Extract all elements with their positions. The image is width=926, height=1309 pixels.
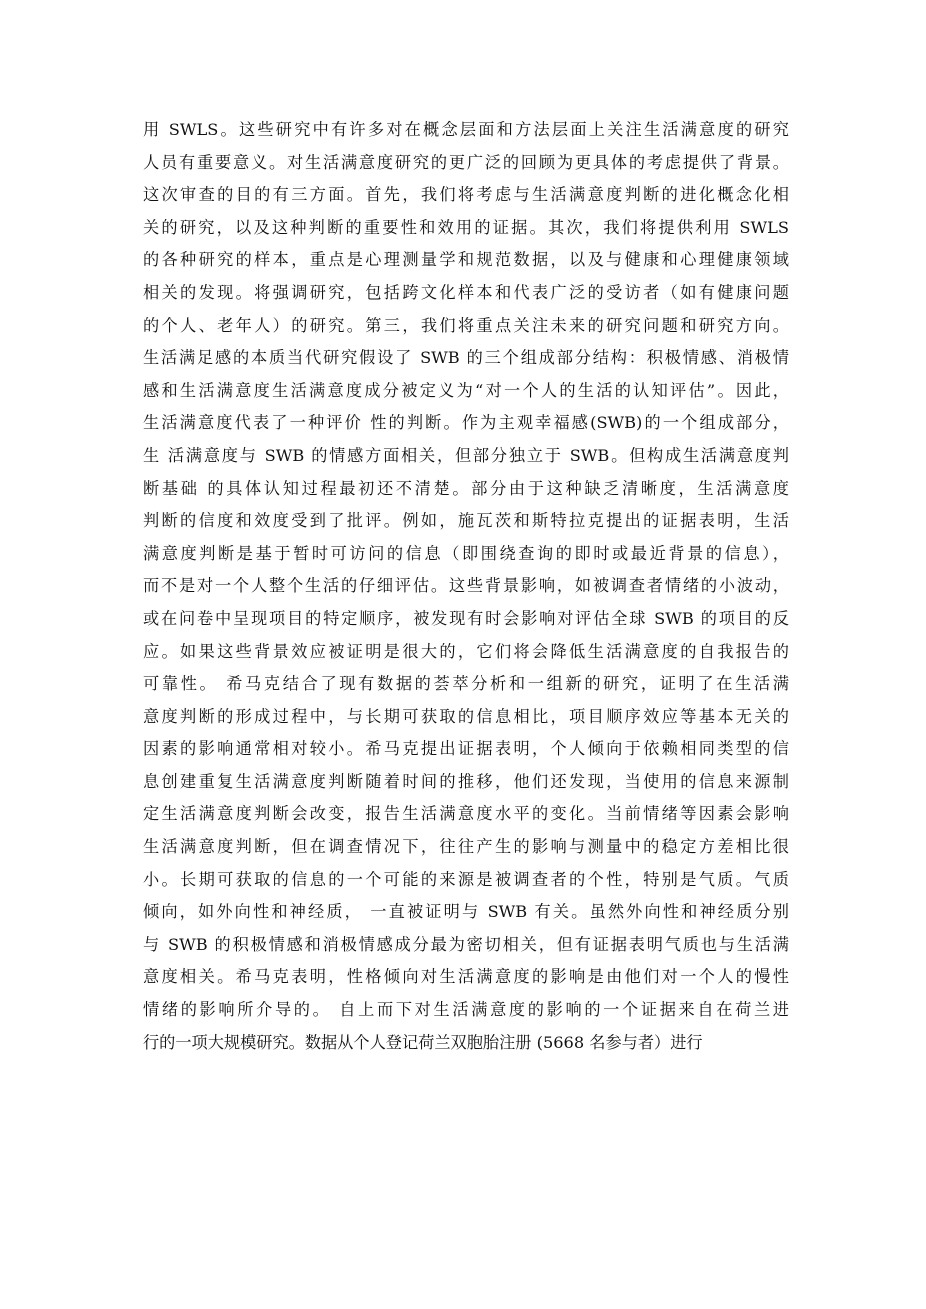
text-line: 息创建重复生活满意度判断随着时间的推移，他们还发现，当使用的信息来源制 xyxy=(143,771,789,791)
text-line: 情绪的影响所介导的。 自上而下对生活满意度的影响的一个证据来自在荷兰进 xyxy=(143,1000,789,1020)
text-line: 行的一项大规模研究。数据从个人登记荷兰双胞胎注册 (5668 名参与者）进行 xyxy=(143,1032,703,1052)
text-line: 而不是对一个人整个生活的仔细评估。这些背景影响，如被调查者情绪的小波动， xyxy=(143,576,789,596)
text-line: 倾向，如外向性和神经质， 一直被证明与 SWB 有关。虽然外向性和神经质分别 xyxy=(143,902,789,922)
text-line: 感和生活满意度生活满意度成分被定义为“对一个人的生活的认知评估”。因此， xyxy=(143,380,789,400)
text-line: 关的研究，以及这种判断的重要性和效用的证据。其次，我们将提供利用 SWLS xyxy=(143,217,789,237)
text-line: 用 SWLS。这些研究中有许多对在概念层面和方法层面上关注生活满意度的研究 xyxy=(143,120,789,139)
text-line: 小。长期可获取的信息的一个可能的来源是被调查者的个性，特别是气质。气质 xyxy=(143,869,789,889)
text-line: 的个人、老年人）的研究。第三，我们将重点关注未来的研究问题和研究方向。 xyxy=(143,315,789,335)
text-line: 意度相关。希马克表明，性格倾向对生活满意度的影响是由他们对一个人的慢性 xyxy=(143,967,789,987)
text-line: 或在问卷中呈现项目的特定顺序，被发现有时会影响对评估全球 SWB 的项目的反 xyxy=(143,608,789,628)
text-line: 与 SWB 的积极情感和消极情感成分最为密切相关，但有证据表明气质也与生活满 xyxy=(143,934,789,954)
text-line: 可靠性。 希马克结合了现有数据的荟萃分析和一组新的研究，证明了在生活满 xyxy=(143,674,789,694)
text-line: 意度判断的形成过程中，与长期可获取的信息相比，项目顺序效应等基本无关的 xyxy=(143,706,789,726)
text-line: 生 活满意度与 SWB 的情感方面相关，但部分独立于 SWB。但构成生活满意度判 xyxy=(143,445,789,465)
text-line: 生活满意度代表了一种评价 性的判断。作为主观幸福感(SWB)的一个组成部分， xyxy=(143,413,789,433)
text-line: 满意度判断是基于暂时可访问的信息（即围绕查询的即时或最近背景的信息）， xyxy=(143,543,789,563)
text-line: 生活满足感的本质当代研究假设了 SWB 的三个组成部分结构：积极情感、消极情 xyxy=(143,348,789,368)
text-line: 断基础 的具体认知过程最初还不清楚。部分由于这种缺乏清晰度，生活满意度 xyxy=(143,478,789,498)
text-line: 应。如果这些背景效应被证明是很大的，它们将会降低生活满意度的自我报告的 xyxy=(143,641,789,661)
text-line: 因素的影响通常相对较小。希马克提出证据表明，个人倾向于依赖相同类型的信 xyxy=(143,739,789,759)
text-line: 定生活满意度判断会改变，报告生活满意度水平的变化。当前情绪等因素会影响 xyxy=(143,804,789,824)
document-body xyxy=(143,114,789,1059)
text-line: 相关的发现。将强调研究，包括跨文化样本和代表广泛的受访者（如有健康问题 xyxy=(143,282,789,302)
text-line: 判断的信度和效度受到了批评。例如，施瓦茨和斯特拉克提出的证据表明，生活 xyxy=(143,511,789,531)
text-line: 这次审查的目的有三方面。首先，我们将考虑与生活满意度判断的进化概念化相 xyxy=(143,185,789,205)
text-line: 生活满意度判断，但在调查情况下，往往产生的影响与测量中的稳定方差相比很 xyxy=(143,837,789,857)
text-line: 人员有重要意义。对生活满意度研究的更广泛的回顾为更具体的考虑提供了背景。 xyxy=(143,152,789,172)
text-line: 的各种研究的样本，重点是心理测量学和规范数据，以及与健康和心理健康领域 xyxy=(143,250,789,270)
